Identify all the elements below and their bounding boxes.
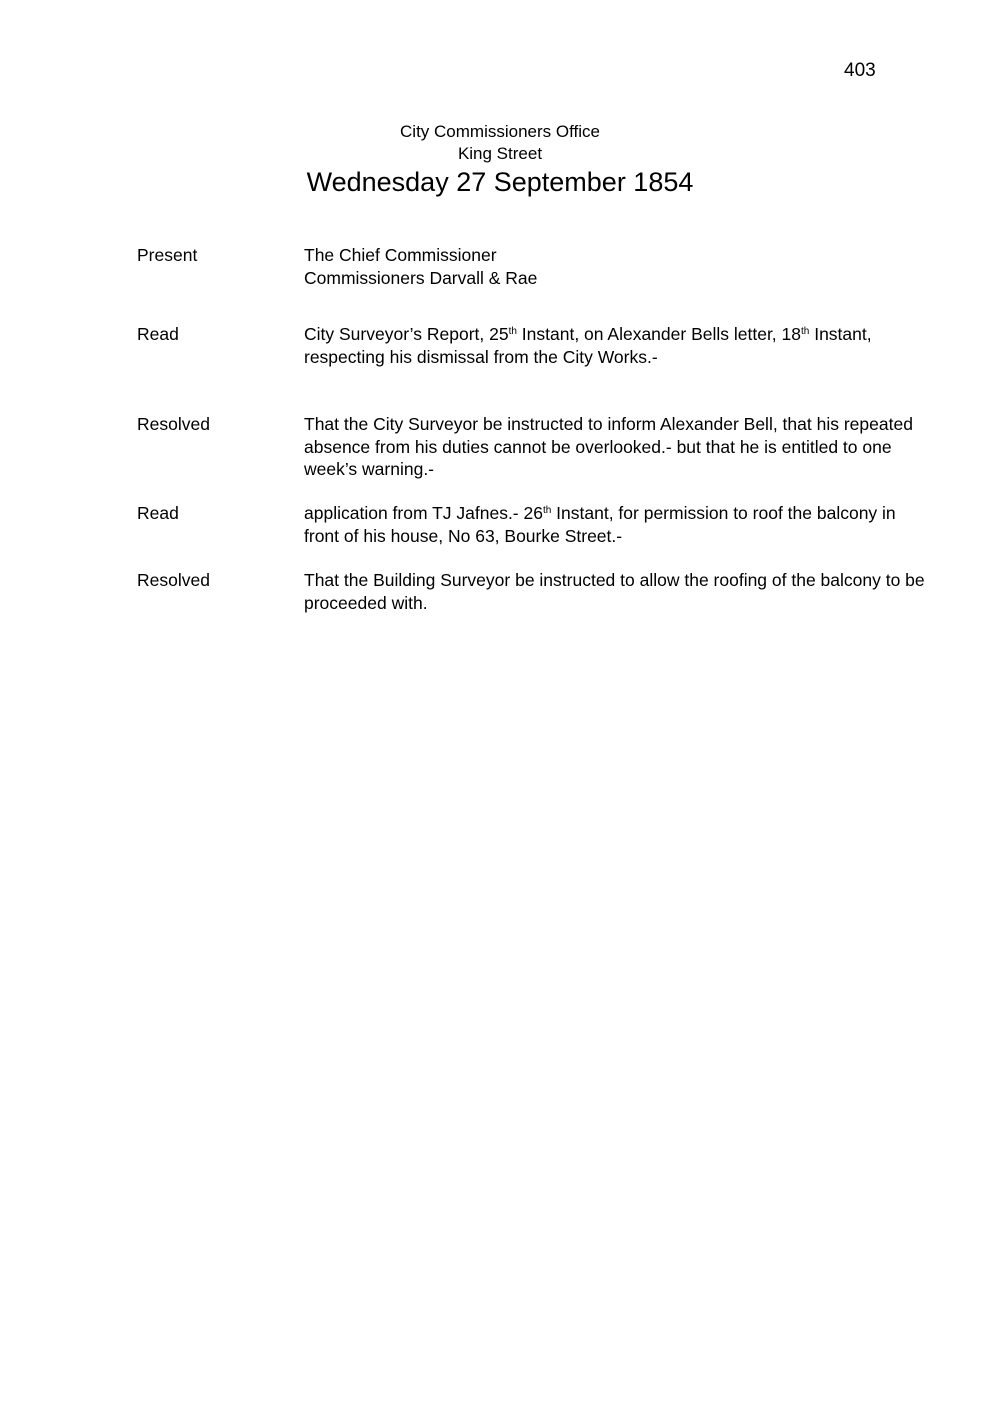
attendee-line: The Chief Commissioner [304, 245, 497, 265]
meeting-date: Wednesday 27 September 1854 [306, 167, 694, 197]
page-number: 403 [844, 60, 876, 81]
minutes-header [0, 121, 1000, 198]
attendee-line: Commissioners Darvall & Rae [304, 267, 538, 288]
entry-body [304, 244, 927, 289]
office-street: King Street [457, 144, 543, 163]
entry-body [304, 569, 927, 614]
entry-text: application from TJ Jafnes.- 26th Instant, for permission to roof the balcony in front of his house, No 63, Bourke Street.- [304, 503, 896, 546]
entry-label: Resolved [137, 570, 210, 590]
entry-label: Read [137, 503, 179, 523]
entry-text: That the Building Surveyor be instructed to allow the roofing of the balcony to be proceeded with. [304, 570, 925, 613]
entry-text: That the City Surveyor be instructed to inform Alexander Bell, that his repeated absence from his duties cannot be overlooked.- but that he is entitled to one week’s warning.- [304, 414, 913, 479]
entry-body [304, 502, 927, 547]
entry-label: Read [137, 324, 179, 344]
entry-text: City Surveyor’s Report, 25th Instant, on Alexander Bells letter, 18th Instant, respecting his dismissal from the City Works.- [304, 324, 872, 367]
office-name: City Commissioners Office [400, 122, 600, 141]
entry-body [304, 413, 927, 481]
entry-label: Resolved [137, 414, 210, 434]
entry-label: Present [137, 245, 198, 265]
entry-body [304, 323, 927, 368]
